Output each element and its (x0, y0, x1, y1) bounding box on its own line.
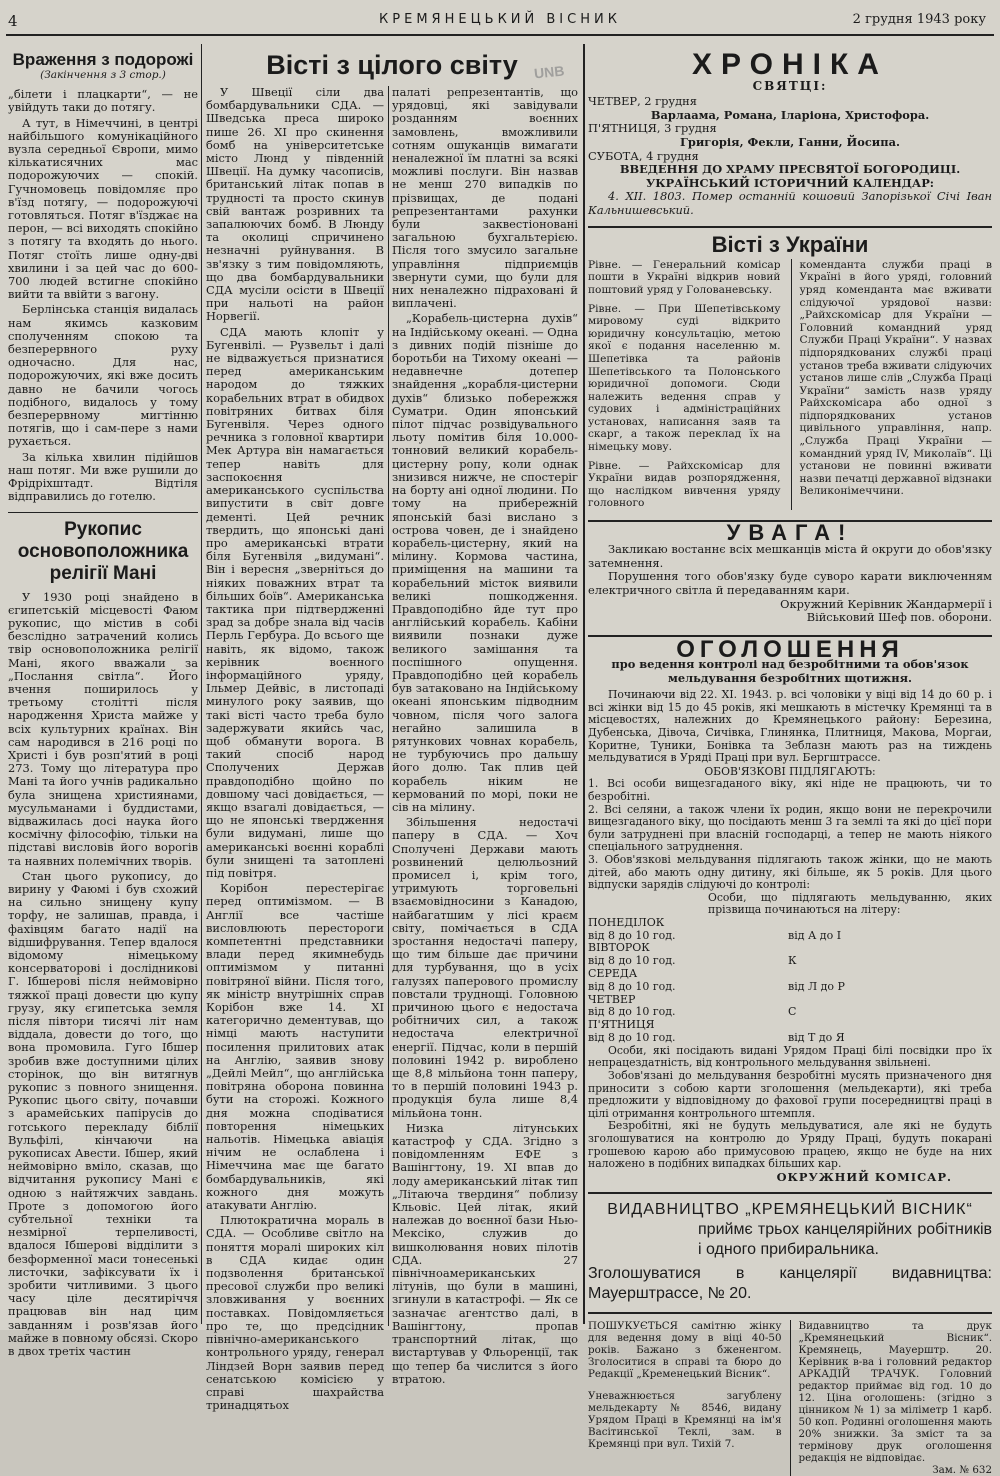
paragraph: Збільшення недостачі паперу в СДА. — Хоч Сполучені Держави мають розвинений целюльозний промисел і, крім того, утримують торговельні взаємовідносини з Канадою, найбагатшим у лісі краєм світу, помічається в СДА зростання недостачі паперу, що тим більше дає причини для турбування, що в усіх галузях паперового промислу повстали труднощі. Головною причиною цього є недостача робітничих сил, а також недостача електричної енергії. Підчас, коли в першій половині 1942 р. вироблено ще 8,8 мільйона тонн паперу, то в першій половині 1943 р. продукція була лише 8,4 мільйона тонн. (392, 815, 578, 1120)
schedule-letters: К (788, 954, 797, 968)
column-2 (206, 85, 384, 1413)
column-4 (588, 40, 992, 1476)
publisher-ad-text: приймє трьох канцелярійних робітників і одного прибиральника. (698, 1221, 992, 1259)
imprint (790, 1320, 993, 1476)
news-item: комендантa служби праці в Україні в його уряді, головний уряд коменданта має вживати слідуючої урядової назви: „Райхскомісар для України — Головний командний уряд Служби Праці України“. У назвах підпорядкованих службі праці установ треба вживати слідуючих установ лише слів „Служба Праці України“ замість назв уряду Райхскомісара або одної з підпорядкованих установ цивільного управління, напр. „Служба Праці України — командний уряд IV, Миколаїв“. Ці установи не повинні вживати назви печатці державної відзнаки Великонімеччини. (799, 258, 992, 498)
schedule-hours: від 8 до 10 год. (588, 1031, 676, 1045)
paragraph: За кілька хвилин підійшов наш потяг. Ми вже рушили до Фрідріхштадт. Відтіля відправились до готелю. (8, 449, 198, 504)
column-3 (392, 85, 578, 1386)
article-title: Рукопис основоположника релігії Мані (17, 518, 189, 584)
divider (8, 512, 198, 513)
paragraph: Корібон перестерігає перед оптимізмом. — В Англії все частіше висловлюють перестороги компетентні представники влади перед якимнебудь оптимізмом у питанні повітряної війни. Після того, як міністр внутрішніх справ Корібон вже 14. XI категорично дементував, що німці мають наступити посилення прилитових атак на Англію, заявив знову „Дейлі Мейл“, що англійська повітряна оборона повинна бути на сторожі. Кожного дня можна сподіватися повторення німецьких нальотів. Німецька авіація нічим не ослаблена і Німеччина має ще багато бомбардувальників, які кожного дня можуть атакувати Англію. (206, 881, 384, 1213)
notice-title: УВАГА! (726, 520, 854, 546)
paragraph: „Корабель-цистерна духів“ на Індійському океані. — Одна з дивних подій пізніше до боротьби на Тихому океані — недавнечне дотепер знайдення „корабля-цистерни духів“ близько побережжя Суматри. Один японський пілот підчас розвідувального льоту помітив біля 10.000-тонновий великий корабель-цистерну ропу, коли однак знизився нижче, не спостеріг на борту ані одної людини. По тому на прибережній японській базі висланo з острова човен, де і знайдено корабель-цистерну, який на мілину. Кормова частина, приміщення на машини та корабельний місток виявили великі пошкодження. Правдоподібно йде тут про англійський корабель. Кабіни виявили познаки дуже великого замішання та поспішного опущення. Правдоподібно цей корабель був затаковано на Індійському океані японським підводним човном, після чого залога негайно залишила в рятункових човнах корабель, не турбуючись про дальшу його долю. Так плив цей корабель ніким не кермований по морі, поки не сів на мілину. (392, 311, 578, 814)
announcement-title: ОГОЛОШЕННЯ (676, 635, 904, 663)
ukraine-news-left (588, 259, 781, 510)
saints-day: П'ЯТНИЦЯ, 3 грудня (588, 121, 717, 136)
schedule-letters: від Т до Я (788, 1031, 845, 1045)
paragraph: Берлінська станція видалась нам якимсь казковим сполученням спокою та безперервного руху одночасно. Для нас, подорожуючих, які вже досить давно не бачили чогось подібного, видалось у тому безперервному мигтінню потягів, що і сам-пере з нами рухається. (8, 302, 198, 449)
calendar-entry: 4. XII. 1803. Помер останній кошовий Запорізької Січі Іван Кальнишевський. (588, 189, 992, 217)
paragraph: палаті репрезентантів, що урядовці, які завідували розданням воєнних замовлень, вможливили сотням ошуканців вимагати неналежної їм платні за всякі можливі послуги. Він назвав не менш 270 випадків по прізвищах, де подані репрезентантами рахунки були заквестіоновані загальною бухгальтерією. Після того змусило загальне управління підприємців звернути суми, що були для них неналежно підраховані й виплачені. (392, 85, 578, 311)
imprint-text: Видавництво та друк „Кремянецький Вісник“. Кремянець, Мауерштр. 20. Керівник в-ва і головний редактор АРКАДІЙ ТРАЧУК. Головний редактор приймає від год. 10 до 12. Ціна оголошень: (згідно з цінником № 1) за міліметр 1 карб. 50 коп. Родинні оголошення мають 20% знижки. За зміст та за термінову друк оголошення редакція не відповідає. (798, 1320, 992, 1465)
chronicle-title: ХРОНІКА (692, 48, 888, 81)
announcement-text: Безробітні, які не будуть мельдуватися, але які не будуть зголошуватися на контролю до Уряду Праці, будуть покарані грошевою карою або примусовою працею, якщо не буде на них наложено в подібних випадках більших кар. (588, 1119, 992, 1171)
header-rule (6, 34, 994, 36)
library-stamp: UNB (533, 62, 566, 82)
divider (588, 1192, 992, 1194)
section-title: Вісті з цілого світу (266, 50, 518, 80)
schedule-table (588, 917, 992, 1045)
schedule-letters: від Л до Р (788, 979, 845, 993)
divider (588, 1312, 992, 1314)
classified-ad: ПОШУКУЄТЬСЯ самітню жінку для ведення дому в віці 40-50 років. Бажано з бжененгом. Зголоситися в справі та бюро до Редакції „Кременецький Вісник“. (588, 1320, 782, 1381)
paragraph: „білети і плацкарти“, — не увійдуть таки до потягу. (8, 87, 198, 115)
classified-ad: Уневажнюється загублену мельдекарту № 8546, видану Урядом Праці в Кремянці на ім'я Васітинської Теклі, зам. в Кремянці при вул. Тихій 7. (588, 1390, 782, 1451)
schedule-hours: від 8 до 10 год. (588, 928, 676, 942)
paragraph: Низка літунських катастроф у СДА. Згідно з повідомленням ЕФЕ з Вашінгтону, 19. XI впав до лоду американський літак тип „Літаюча твердиня“ поблизу Кльовіс. Цей літак, який належав до воєнної бази Нью-Мексіко, служив до вишколювання нових пілотів СДА. 27 північноамериканських літунів, що були в машині, згинули в катастрофі. — Як се зазначає агентство далі, в Вашінгтону, пропав транспортний літак, що вистартував у Фльоренції, так що тепер ба числится з його втратою. (392, 1120, 578, 1386)
column-rule (388, 86, 389, 1326)
schedule-day: П'ЯТНИЦЯ (588, 1018, 655, 1032)
announcement-heading: ОБОВ'ЯЗКОВІ ПІДЛЯГАЮТЬ: (704, 764, 876, 778)
holiday: ВВЕДЕННЯ ДО ХРАМУ ПРЕСВЯТОЇ БОГОРОДИЦІ. (619, 162, 961, 177)
announcement-item: 2. Всі селяни, а також члени їх родин, якщо вони не перекрочили вищезгаданого віку, що посідають менш 3 га землі та які до цієї пори були затруднені при власній господарці, а тепер не мають ніякого спеціального затруднення. (588, 802, 992, 854)
announcement-text: Починаючи від 22. XI. 1943. р. всі чоловіки у віці від 14 до 60 р. і всі жінки від 15 до 45 років, які мешкають в містечку Кремянці та в місцевостях, належних до Кремянецького району: Березина, Дубенська, Дівоча, Сичівка, Глинянка, Плитниця, Макова, Моргаи, Коритне, Туники, Бонівка та Зеблазн мають раз на тиждень мельдуватися в Уряді Праці при вул. Бергштрассе. (588, 688, 992, 765)
schedule-day: СЕРЕДА (588, 967, 638, 981)
page-number: 4 (8, 12, 18, 30)
announcement-item: 1. Всі особи вищезгаданого віку, які ніде не працюють, чи то безробітні. (588, 777, 992, 803)
schedule-day: ЧЕТВЕР (588, 992, 636, 1006)
column-1 (8, 50, 198, 1359)
news-item: Рівне. — При Шепетівському мировому суді відкрито юридичну консультацію, метою якої є подання населенню м. Шепетівка та районів Шепетівського та Полонського юридичної допомоги. Сюди належить ведення справ у судових і адміністраційних установах, написання заяв та скарг, а також переклад їх на німецьку мову. (588, 302, 781, 454)
publisher-ad-title: ВИДАВНИЦТВО „КРЕМЯНЕЦЬКИЙ ВІСНИК“ (607, 1201, 973, 1219)
schedule-hours: від 8 до 10 год. (588, 1005, 676, 1019)
notice-signature: Окружний Керівник Жандармерії і Військовий Шеф пов. оборони. (780, 596, 992, 625)
classifieds (588, 1320, 992, 1476)
masthead: КРЕМЯНЕЦЬКИЙ ВІСНИК (379, 12, 621, 27)
saints-names: Григорія, Фекли, Ганни, Йосипа. (680, 134, 900, 149)
ukraine-news-title: Вісті з України (711, 231, 869, 257)
ukraine-news (588, 259, 992, 510)
announcement-item: 3. Обов'язкові мельдування підлягають також жінки, що не мають дітей, або мають одну дитину, які більше, як 5 років. Для цього відпуски зарядів слідуючі до контролі: (588, 852, 992, 892)
announcement-subtitle: про ведення контролі над безробітними та обов'язок мельдування безробітних щотижня. (611, 657, 969, 685)
publisher-ad-address: Зголошуватися в канцелярії видавництва: Мауерштрассе, № 20. (588, 1265, 992, 1303)
divider (588, 226, 992, 228)
schedule-letters: від А до І (788, 928, 842, 942)
paragraph: У 1930 році знайдено в єгипетській місцевості Фаюм рукопис, що містив в собі безслідно затрачений колись твір основоположника релігії Мані, якого вважали за „Послання світла“. Його вчення поширилось у третьому столітті після народження Христа майже у всіх культурних країнах. Він сам народився в 216 році по Христі і був розп'ятий в році 273. Тому що література про Мані та його учнів радикально була знищена християнами, мусульманами і буддистами, відважилась досі наука його космічну філософію, тільки на підставі висловів його ворогів та наявних полемічних творів. (8, 589, 198, 868)
paragraph: Плютократична мораль в СДА. — Особливе світло на поняття моралі широких кіл в СДА кидає один подзволення британської пресової служби про великі зловживання у воєнних поставках. Повідомляється про те, що предсідник північно-американського контрольного уряду, генерал Ліндзей Ворн заявив перед сенатською комісією у справі шахрайства тринадцятьох (206, 1213, 384, 1413)
paragraph: Стан цього рукопису, до вирину у Фаюмі і був схожий на сильно знищену купу торфу, не залишав, правда, і фахівцям багато надії на відшифрування. Тепер вдалося відомому німецькому консерваторові і дослідникові Г. Ібшерові після неймовірно тяжкої праці довести цю купу грузу, яку єгипетська земля після півтори тисячі літ нам віддала, довести до того, що вона промовила. Гуго Ібшер зробив вже доступними цілих сторінок, що він витягнув рукопис з повного знищення. Рукопис цього світу, почавши з арамейських папірусів до готського перекладу біблії Вульфілі, кінчаючи на рукописах Авести. Ібшер, який неймовірно вміло, сказав, що відчитання рукопису Мані є одною з найтяжчих завдань. Проте з допомогою його субтельної техніки та незмірної терпеливості, вдалося Ібшерові відділити з безформенної маси тонесенькі листочки, зафіксувати їх і зробити читливими. З цього часу ціле десятиріччя працював він над цим завданням і розв'язав його майже в повному обсязі. Скоро в двох третіх частин (8, 868, 198, 1359)
page-header (0, 10, 1000, 32)
article-title: Враження з подорожі (12, 50, 194, 69)
announcement-signature: ОКРУЖНИЙ КОМІСАР. (776, 1169, 952, 1184)
article-subtitle: (Закінчення з 3 стор.) (40, 69, 166, 81)
column-rule (583, 44, 585, 1324)
saints-names: Варлаама, Романа, Іларіона, Христофора. (650, 107, 930, 122)
paragraph: СДА мають клопіт у Бугенвілі. — Рузвельт і далі не відважується признатися перед американським народом до тяжких корабельних втрат в обидвох повітряних битвах біля Бугенвіля. Через одного речника з головної квартири Мек Артура він намагається тепер навіть для заспокоєння американського суспільства випустити в світ довге дементі. Цей речник твердить, що японські дані про американські втрати біля Бугенвіля „видумані“. Він і вересня „зверніться до ніяких поважних втрат та більших боїв“. Американська тактика при підтвердженні зрад за добре знала від часів Перль Гербура. До всього ще навіть, як відомо, також керівник воєнного інформаційного уряду, Ільмер Дейвіс, в листопаді минулого року заявив, що такі вісті часто треба було задержувати якийсь час, щоб обманути ворога. В такий спосіб народ Сполучених Держав правдоподібно щойно по довшому часі довідається, — якщо взагалі довідається, — що не японські твердження були видумані, лише що американські воєнні кораблі були знищені та затоплені під повітря. (206, 324, 384, 880)
ukraine-news-right (791, 259, 993, 510)
paragraph: А тут, в Німеччині, в центрі найбільшого комунікаційного вузла середньої Європи, мимо кількатисячних мас подорожуючих — спокій. Гучномовець повідомляє про в'їзд потягу, — подорожуючі готовляться. Потяг в'їзджає на перон, — всі виходять спокійно з потягу та входять до нього. Потяг стоїть лише одну-дві хвилини і за цей час до 600-700 людей встигне спокійно вийти та ввійти з вагону. (8, 115, 198, 302)
news-item: Рівне. — Генеральний комісар пошти в Україні відкрив новий поштовий уряд у Голованевську. (588, 258, 781, 296)
column-rule (201, 44, 202, 1324)
schedule-letters: С (788, 1005, 797, 1019)
schedule-day: ВІВТОРОК (588, 941, 650, 955)
schedule-hours: від 8 до 10 год. (588, 954, 676, 968)
calendar-heading: УКРАЇНСЬКИЙ ІСТОРИЧНИЙ КАЛЕНДАР: (646, 175, 934, 190)
saints-heading: СВЯТЦІ: (752, 79, 828, 93)
saints-day: ЧЕТВЕР, 2 грудня (588, 94, 697, 109)
notice-text: Закликаю востаннє всіх мешканців міста й округи до обов'язку затемнення. (588, 542, 992, 570)
announcement-text: Особи, які посідають видані Урядом Праці білі посвідки про їх непрацездатність, від контрольного мельдування звільнені. (588, 1043, 992, 1070)
schedule-day: ПОНЕДІЛОК (588, 915, 665, 929)
news-item: Рівне. — Райхскомісар для України видав розпорядження, що наслідком вивчення уряду головного (588, 459, 781, 510)
schedule-note: Особи, що підлягають мельдуванню, яких прізвища починаються на літеру: (708, 890, 992, 917)
paragraph: У Швеції сіли два бомбардувальники СДА. — Шведська преса широко пише 26. XI про скинення бомб на університетське місто Люнд у південній Швеції. На думку часописів, британський літак попав в трудності та просто скинув свій вантаж розривних та запалюючих бомб. В Люнду та околиці спричинено незначні руйнування. В зв'язку з тим повідомляють, що два бомбардувальники СДА мусіли осісти в Швеції при нальоті на район Норвегії. (206, 85, 384, 324)
classifieds-left (588, 1320, 782, 1476)
announcement-text: Зобов'язані до мельдування безробітні мусять призначеного дня приносити з собою карти зголошення (мельдекарти), які треба предложити у відповідному до фахової групи посередництві праці в цілі отримання контрольного штемпля. (588, 1069, 992, 1120)
schedule-hours: від 8 до 10 год. (588, 979, 676, 993)
saints-day: СУБОТА, 4 грудня (588, 148, 699, 163)
notice-text: Порушення того обов'язку буде суворо карати виключенням електричного світла й передаванням кари. (588, 569, 992, 598)
issue-date: 2 грудня 1943 року (852, 12, 986, 27)
order-number: Зам. № 632 (932, 1464, 992, 1476)
